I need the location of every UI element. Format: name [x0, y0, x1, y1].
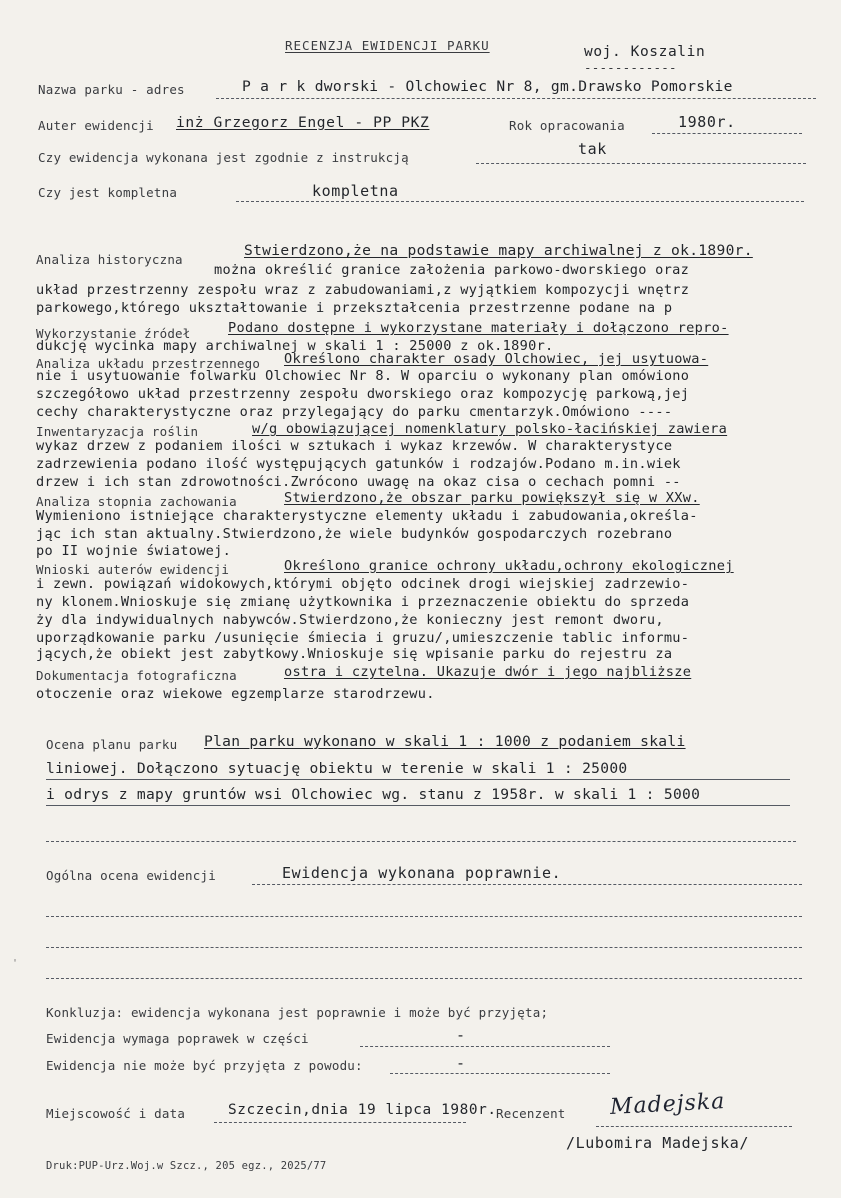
conclusion-line-3-label: Ewidencja nie może być przyjęta z powodu: — [46, 1058, 363, 1073]
overall-blank-2 — [46, 947, 802, 948]
plan-line-1: Plan parku wykonano w skali 1 : 1000 z podaniem skali — [204, 733, 686, 750]
analysis-text-line: Określono granice ochrony układu,ochrony ekologicznej — [284, 558, 734, 574]
margin-mark: ' — [12, 958, 19, 969]
analysis-text-line: po II wojnie światowej. — [36, 543, 232, 559]
reviewer-signature: Madejska — [609, 1088, 726, 1121]
analysis-text-line: i zewn. powiązań widokowych,którymi objęto odcinek drogi wiejskiej zadrzewio- — [36, 576, 690, 592]
analysis-text-line: można określić granice założenia parkowo-dworskiego oraz — [214, 262, 690, 278]
compliance-line — [476, 163, 806, 164]
print-info: Druk:PUP-Urz.Woj.w Szcz., 205 egz., 2025/77 — [46, 1160, 327, 1172]
form-title: RECENZJA EWIDENCJI PARKU — [285, 38, 490, 53]
analysis-text-line: nie i usytuowanie folwarku Olchowiec Nr 8. W oparciu o wykonany plan omówiono — [36, 368, 690, 384]
analysis-text-line: jących,że obiekt jest zabytkowy.Wnioskuje się wpisanie parku do rejestru za — [36, 646, 673, 662]
plan-line-3: i odrys z mapy gruntów wsi Olchowiec wg. stanu z 1958r. w skali 1 : 5000 — [46, 786, 701, 803]
plan-line-2: liniowej. Dołączono sytuację obiektu w terenie w skali 1 : 25000 — [46, 760, 628, 777]
analysis-text-line: ży dla indywidualnych nabywców.Stwierdzono,że konieczny jest remont dworu, — [36, 612, 664, 628]
park-name-value: P a r k dworski - Olchowiec Nr 8, gm.Drawsko Pomorskie — [242, 78, 733, 95]
signature-line — [596, 1126, 792, 1127]
reviewer-label: Recenzent — [496, 1106, 566, 1121]
analysis-label: Analiza stopnia zachowania — [36, 494, 237, 509]
analysis-text-line: Podano dostępne i wykorzystane materiały i dołączono repro- — [228, 320, 729, 336]
region-label: woj. Koszalin — [584, 44, 706, 60]
complete-label: Czy jest kompletna — [38, 185, 178, 200]
analysis-text-line: uporządkowanie parku /usunięcie śmiecia i gruzu/,umieszczenie tablic informu- — [36, 630, 690, 646]
conclusion-line-2-label: Ewidencja wymaga poprawek w części — [46, 1031, 309, 1046]
reviewer-name: /Lubomira Madejska/ — [566, 1134, 749, 1152]
place-date-label: Miejscowość i data — [46, 1106, 186, 1121]
compliance-label: Czy ewidencja wykonana jest zgodnie z instrukcją — [38, 150, 409, 165]
analysis-text-line: Określono charakter osady Olchowiec, jej usytuowa- — [284, 351, 709, 367]
analysis-text-line: Stwierdzono,że na podstawie mapy archiwalnej z ok.1890r. — [244, 242, 753, 259]
analysis-text-line: drzew i ich stan zdrowotności.Zwrócono uwagę na okaz cisa o cechach pomni -- — [36, 474, 681, 490]
conclusion-line-2-value: - — [456, 1026, 466, 1044]
plan-blank-1 — [46, 841, 796, 842]
analysis-label: Inwentaryzacja roślin — [36, 424, 199, 439]
analysis-label: Wnioski auterów ewidencji — [36, 562, 230, 577]
author-label: Auter ewidencji — [38, 118, 154, 133]
region-rule: ------------ — [584, 60, 677, 75]
analysis-text-line: ny klonem.Wnioskuje się zmianę użytkownika i przeznaczenie obiektu do sprzeda — [36, 594, 690, 610]
conclusion-line-1: Konkluzja: ewidencja wykonana jest poprawnie i może być przyjęta; — [46, 1005, 549, 1020]
complete-line — [236, 201, 804, 202]
overall-label: Ogólna ocena ewidencji — [46, 868, 216, 883]
conclusion-line-2-rule — [360, 1046, 610, 1047]
year-label: Rok opracowania — [509, 118, 625, 133]
analysis-label: Dokumentacja fotograficzna — [36, 668, 237, 683]
analysis-text-line: układ przestrzenny zespołu wraz z zabudowaniami,z wyjątkiem kompozycji wnętrz — [36, 282, 690, 298]
overall-blank-3 — [46, 978, 802, 979]
park-name-label: Nazwa parku - adres — [38, 82, 185, 97]
plan-line-3-rule — [46, 805, 790, 806]
analysis-text-line: parkowego,którego ukształtowanie i przekształcenia przestrzenne podane na p — [36, 300, 673, 316]
year-line — [652, 133, 802, 134]
complete-value: kompletna — [312, 182, 399, 200]
conclusion-line-3-rule — [390, 1073, 610, 1074]
analysis-text-line: dukcję wycinka mapy archiwalnej w skali 1 : 25000 z ok.1890r. — [36, 338, 554, 354]
overall-blank-1 — [46, 916, 802, 917]
plan-line-2-rule — [46, 779, 790, 780]
place-date-value: Szczecin,dnia 19 lipca 1980r. — [228, 1102, 497, 1118]
analysis-text-line: w/g obowiązującej nomenklatury polsko-łacińskiej zawiera — [252, 421, 728, 437]
analysis-text-line: Stwierdzono,że obszar parku powiększył się w XXw. — [284, 490, 700, 506]
year-value: 1980r. — [678, 113, 736, 131]
plan-label: Ocena planu parku — [46, 737, 178, 752]
overall-value: Ewidencja wykonana poprawnie. — [282, 864, 562, 882]
analysis-text-line: szczegółowo układ przestrzenny zespołu dworskiego oraz kompozycję parkową,jej — [36, 386, 690, 402]
overall-line — [252, 884, 802, 885]
analysis-text-line: wykaz drzew z podaniem ilości w sztukach i wykaz krzewów. W charakterystyce — [36, 438, 673, 454]
analysis-text-line: ostra i czytelna. Ukazuje dwór i jego najbliższe — [284, 664, 692, 680]
analysis-label: Analiza historyczna — [36, 252, 183, 267]
compliance-value: tak — [578, 140, 607, 158]
analysis-text-line: jąc ich stan aktualny.Stwierdzono,że wiele budynków gospodarczych rozebrano — [36, 526, 673, 542]
place-date-line — [214, 1122, 466, 1123]
park-name-line — [216, 98, 816, 99]
analysis-label: Analiza układu przestrzennego — [36, 356, 261, 371]
conclusion-line-3-value: - — [456, 1054, 466, 1072]
author-value: inż Grzegorz Engel - PP PKZ — [176, 114, 430, 131]
analysis-text-line: zadrzewienia podano ilość występujących gatunków i rodzajów.Podano m.in.wiek — [36, 456, 681, 472]
analysis-text-line: Wymieniono istniejące charakterystyczne elementy układu i zabudowania,określa- — [36, 508, 698, 524]
analysis-text-line: cechy charakterystyczne oraz przylegający do parku cmentarzyk.Omówiono ---- — [36, 404, 673, 420]
analysis-label: Wykorzystanie źródeł — [36, 326, 191, 341]
analysis-text-line: otoczenie oraz wiekowe egzemplarze starodrzewu. — [36, 686, 435, 702]
